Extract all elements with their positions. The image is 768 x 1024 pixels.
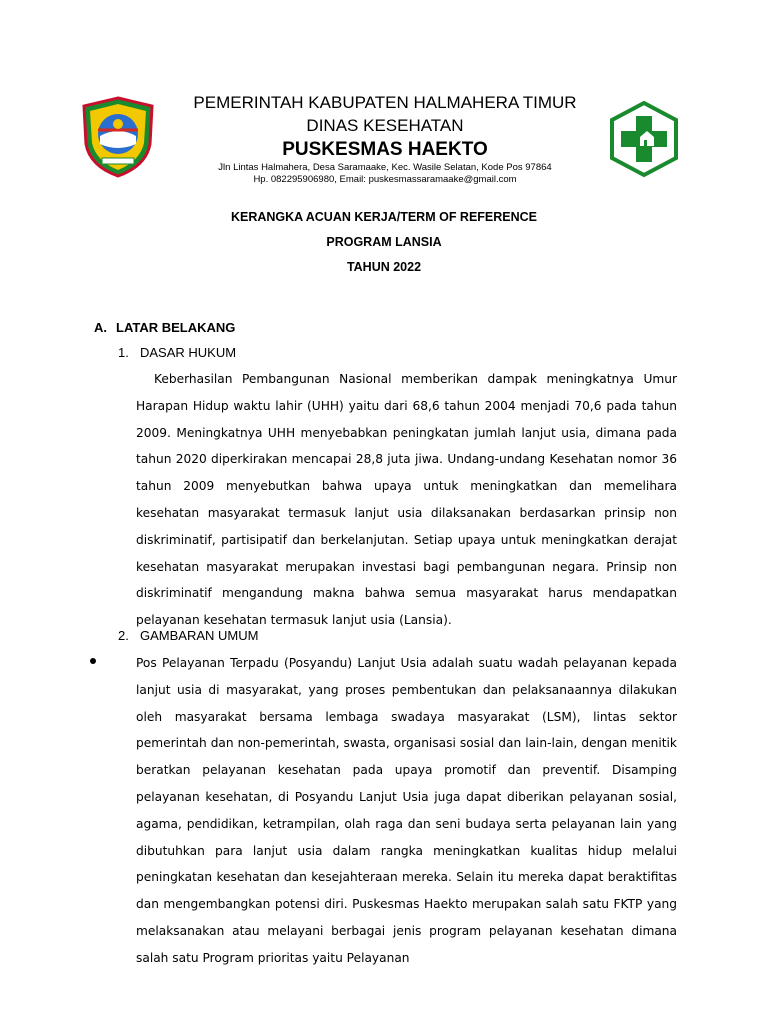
contact-line: Hp. 082295906980, Email: puskesmassaramaake@gmail.com xyxy=(253,174,517,185)
subsection-number: 1. xyxy=(118,345,129,360)
year-title: TAHUN 2022 xyxy=(346,260,422,274)
subsection-title: GAMBARAN UMUM xyxy=(140,628,259,643)
subsection-title: DASAR HUKUM xyxy=(140,345,237,360)
gambaran-umum-paragraph: Pos Pelayanan Terpadu (Posyandu) Lanjut Usia adalah suatu wadah pelayanan kepada lanjut usia di masyarakat, yang proses pembentukan dan pelaksanaannya dilakukan oleh masyarakat bersama lembaga swadaya masyarakat (LSM), lintas sektor pemerintah dan non-pemerintah, swasta, organisasi sosial dan lain-lain, dengan menitik beratkan pelayanan kesehatan pada upaya promotif dan preventif. Disamping pelayanan kesehatan, di Posyandu Lanjut Usia juga dapat diberikan pelayanan sosial, agama, pendidikan, ketrampilan, olah raga dan seni budaya serta pelayanan lain yang dibutuhkan para lanjut usia dalam rangka meningkatkan kualitas hidup melalui peningkatan kesehatan dan kesejahteraan mereka. Selain itu mereka dapat beraktifitas dan mengembangkan potensi diri. Puskesmas Haekto merupakan salah satu FKTP yang melaksanakan atau melayani berbagai jenis program pelayanan kesehatan dimana salah satu Program prioritas yaitu Pelayanan xyxy=(136,656,677,965)
section-letter: A. xyxy=(94,320,107,335)
letterhead xyxy=(0,0,768,200)
puskesmas-cross-house-icon xyxy=(609,100,679,178)
section-title: LATAR BELAKANG xyxy=(116,320,236,335)
dasar-hukum-paragraph: Keberhasilan Pembangunan Nasional memberikan dampak meningkatnya Umur Harapan Hidup waktu lahir (UHH) yaitu dari 68,6 tahun 2004 menjadi 70,6 pada tahun 2009. Meningkatnya UHH menyebabkan peningkatan jumlah lanjut usia, dimana pada tahun 2020 diperkirakan mencapai 28,8 juta jiwa. Undang-undang Kesehatan nomor 36 tahun 2009 menyebutkan bahwa upaya untuk meningkatkan dan memelihara kesehatan masyarakat termasuk lanjut usia dilaksanakan berdasarkan prinsip non diskriminatif, partisipatif dan berkelanjutan. Setiap upaya untuk meningkatkan derajat kesehatan masyarakat merupakan investasi bagi pembangunan negara. Prinsip non diskriminatif mengandung makna bahwa semua masyarakat harus mendapatkan pelayanan kesehatan termasuk lanjut usia (Lansia). xyxy=(136,372,677,628)
program-title: PROGRAM LANSIA xyxy=(326,235,442,249)
subsection-1-heading xyxy=(118,345,236,360)
department-name: DINAS KESEHATAN xyxy=(306,116,464,135)
puskesmas-name: PUSKESMAS HAEKTO xyxy=(282,139,488,160)
section-a-heading xyxy=(94,320,235,335)
subsection-2-heading xyxy=(118,628,258,643)
document-title: KERANGKA ACUAN KERJA/TERM OF REFERENCE xyxy=(230,210,538,224)
government-name: PEMERINTAH KABUPATEN HALMAHERA TIMUR xyxy=(193,93,577,112)
regency-emblem-icon xyxy=(82,96,154,178)
address-line: Jln Lintas Halmahera, Desa Saramaake, Kec. Wasile Selatan, Kode Pos 97864 xyxy=(218,162,552,173)
subsection-number: 2. xyxy=(118,628,129,643)
bullet-icon xyxy=(90,658,96,664)
